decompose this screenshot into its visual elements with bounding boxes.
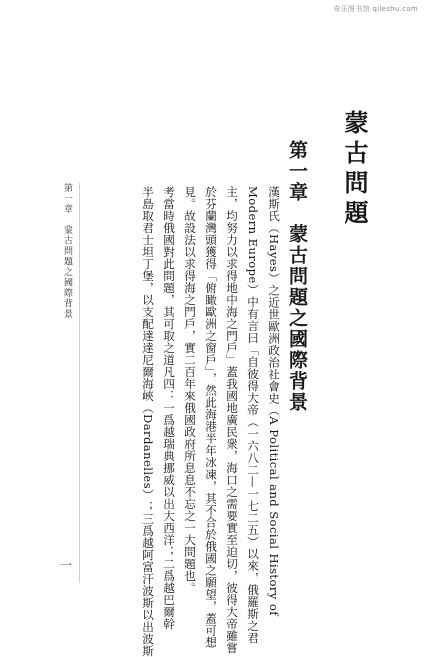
book-title: 蒙古問題 [340,110,369,230]
page-number: 一 [60,558,73,572]
body-text-column: 半島取君士坦丁堡，以支配達達尼爾海峽（Dardanelles）；三爲越阿富汗波斯以出波斯 [141,186,155,657]
watermark: 奇乐图书馆 qileshu.com [333,5,418,13]
body-text-column: 主，均努力以求得地中海之門戶」蓋我國地廣民衆，海口之需要實至迫切，彼得大帝雖嘗 [225,186,239,654]
body-text-column: 漢斯氏（Hayes）之近世歐洲政治社會史（A Political and Social History of [267,186,281,616]
body-text-column: 考當時俄國對此問題，其可取之道凡四：一爲越瑞典挪威以出大西洋；二爲越巴爾幹 [162,186,176,630]
body-text-column: 於芬蘭灣頭獲得「俯瞰歐洲之窗戶」，然此海港半年冰凍，其不合於俄國之願望，蓋可想 [204,186,218,649]
chapter-title: 第一章 蒙古問題之國際背景 [286,140,308,413]
body-text-column: Modern Europe）中有言曰「自彼得大帝（一六八二—一七二五）以來，俄羅斯之君 [246,186,260,644]
running-header: 第一章 蒙古問題之國際背景 [62,183,72,320]
page-border-line [79,183,80,583]
body-text-column: 見。故設法以求得海之門戶，實二百年來俄國政府所息息不忘之一大問題也。 [183,186,197,594]
